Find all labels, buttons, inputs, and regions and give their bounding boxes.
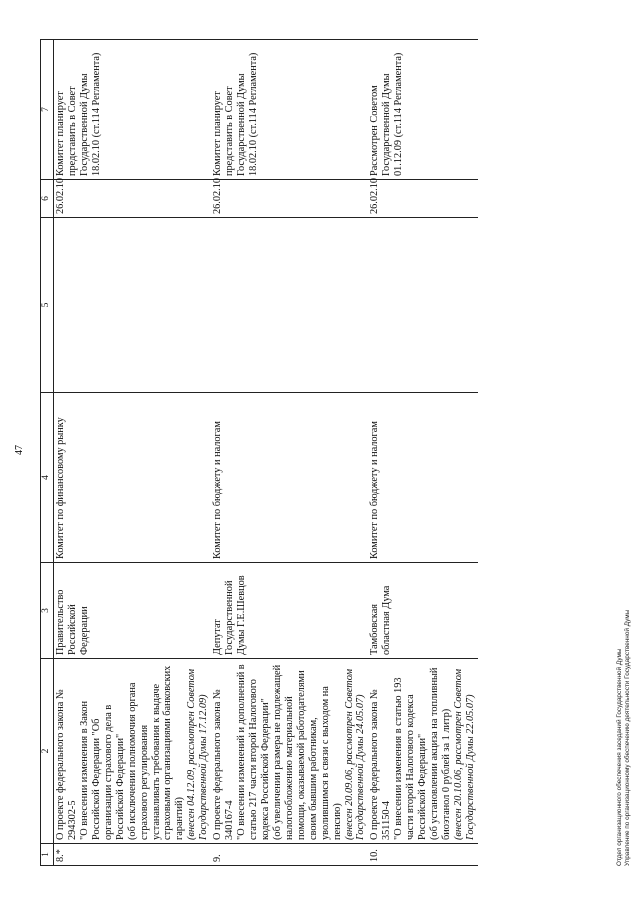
bill-title: О проекте федерального закона № 340167-4 xyxy=(212,689,236,840)
column-header-6: 6 xyxy=(41,180,54,218)
initiator: Правительство Российской Федерации xyxy=(54,563,212,659)
row-number: 10. xyxy=(368,844,477,866)
column-header-3: 3 xyxy=(41,563,54,659)
footer-line-1: Отдел организационного обеспечения заседаний Государственной Думы xyxy=(616,648,623,866)
bill-description xyxy=(368,659,477,844)
page-number: 47 xyxy=(14,445,25,455)
date: 26.02.10 xyxy=(54,180,212,218)
bill-description xyxy=(54,659,212,844)
bill-intro-dates: (внесен 20.10.06, рассмотрен Советом Государственной Думы 22.05.07) xyxy=(452,668,476,840)
column-5-cell xyxy=(368,218,477,393)
column-header-7: 7 xyxy=(41,40,54,180)
column-header-5: 5 xyxy=(41,218,54,393)
bill-description xyxy=(211,659,368,844)
bill-intro-dates: (внесен 04.12.09, рассмотрен Советом Государственной Думы 17.12.09) xyxy=(186,668,210,840)
row-number: 8.* xyxy=(54,844,212,866)
status: Комитет планирует представить в Совет Государственной Думы 18.02.10 (ст.114 Регламента) xyxy=(54,40,212,180)
committee: Комитет по финансовому рынку xyxy=(54,393,212,563)
table-row xyxy=(211,40,368,866)
column-5-cell xyxy=(54,218,212,393)
row-number: 9. xyxy=(211,844,368,866)
column-5-cell xyxy=(211,218,368,393)
bill-text: "О внесении изменения в статью 193 части второй Налогового кодекса Российской Федерации" xyxy=(393,677,429,840)
status: Комитет планирует представить в Совет Государственной Думы 18.02.10 (ст.114 Регламента) xyxy=(211,40,368,180)
bill-text: "О внесении изменения в Закон Российской Федерации "Об организации страхового дела в Российской Федерации" xyxy=(78,700,126,840)
bills-table xyxy=(40,39,478,866)
date: 26.02.10 xyxy=(211,180,368,218)
committee: Комитет по бюджету и налогам xyxy=(368,393,477,563)
bill-text: "О внесении изменений и дополнений в статью 217 части второй Налогового кодекса Российской Федерации" xyxy=(236,664,271,840)
bill-title: О проекте федерального закона № 351150-4 xyxy=(369,689,393,840)
column-header-2: 2 xyxy=(41,659,54,844)
bill-note: (об увеличении размера не подлежащей налогообложению материальной помощи, оказываемой работодателями своим бывшим работникам, уволившимся в связи с выходом на пенсию) xyxy=(271,664,343,840)
date: 26.02.10 xyxy=(368,180,477,218)
column-header-1: 1 xyxy=(41,844,54,866)
committee: Комитет по бюджету и налогам xyxy=(211,393,368,563)
initiator: Депутат Государственной Думы Г.Е.Шевцов xyxy=(211,563,368,659)
footer xyxy=(616,610,632,866)
footer-line-2: Управление по организационному обеспечению деятельности Государственной Думы xyxy=(624,609,631,866)
column-number-row xyxy=(41,40,54,866)
bill-note: (об установлении акциза на топливный биоэтанол 0 рублей за 1 литр) xyxy=(429,667,452,840)
table-row xyxy=(54,40,212,866)
bill-intro-dates: (внесен 20.09.06, рассмотрен Советом Государственной Думы 24.05.07) xyxy=(343,668,367,840)
column-header-4: 4 xyxy=(41,393,54,563)
status: Рассмотрен Советом Государственной Думы 01.12.09 (ст.114 Регламента) xyxy=(368,40,477,180)
bill-note: (об исключении полномочия органа страхового регулирования устанавливать требования к выдаче страховыми организациями банковских гарантий) xyxy=(126,665,186,840)
initiator: Тамбовская областная Дума xyxy=(368,563,477,659)
bill-title: О проекте федерального закона № 294302-5 xyxy=(55,689,78,840)
table-row xyxy=(368,40,477,866)
